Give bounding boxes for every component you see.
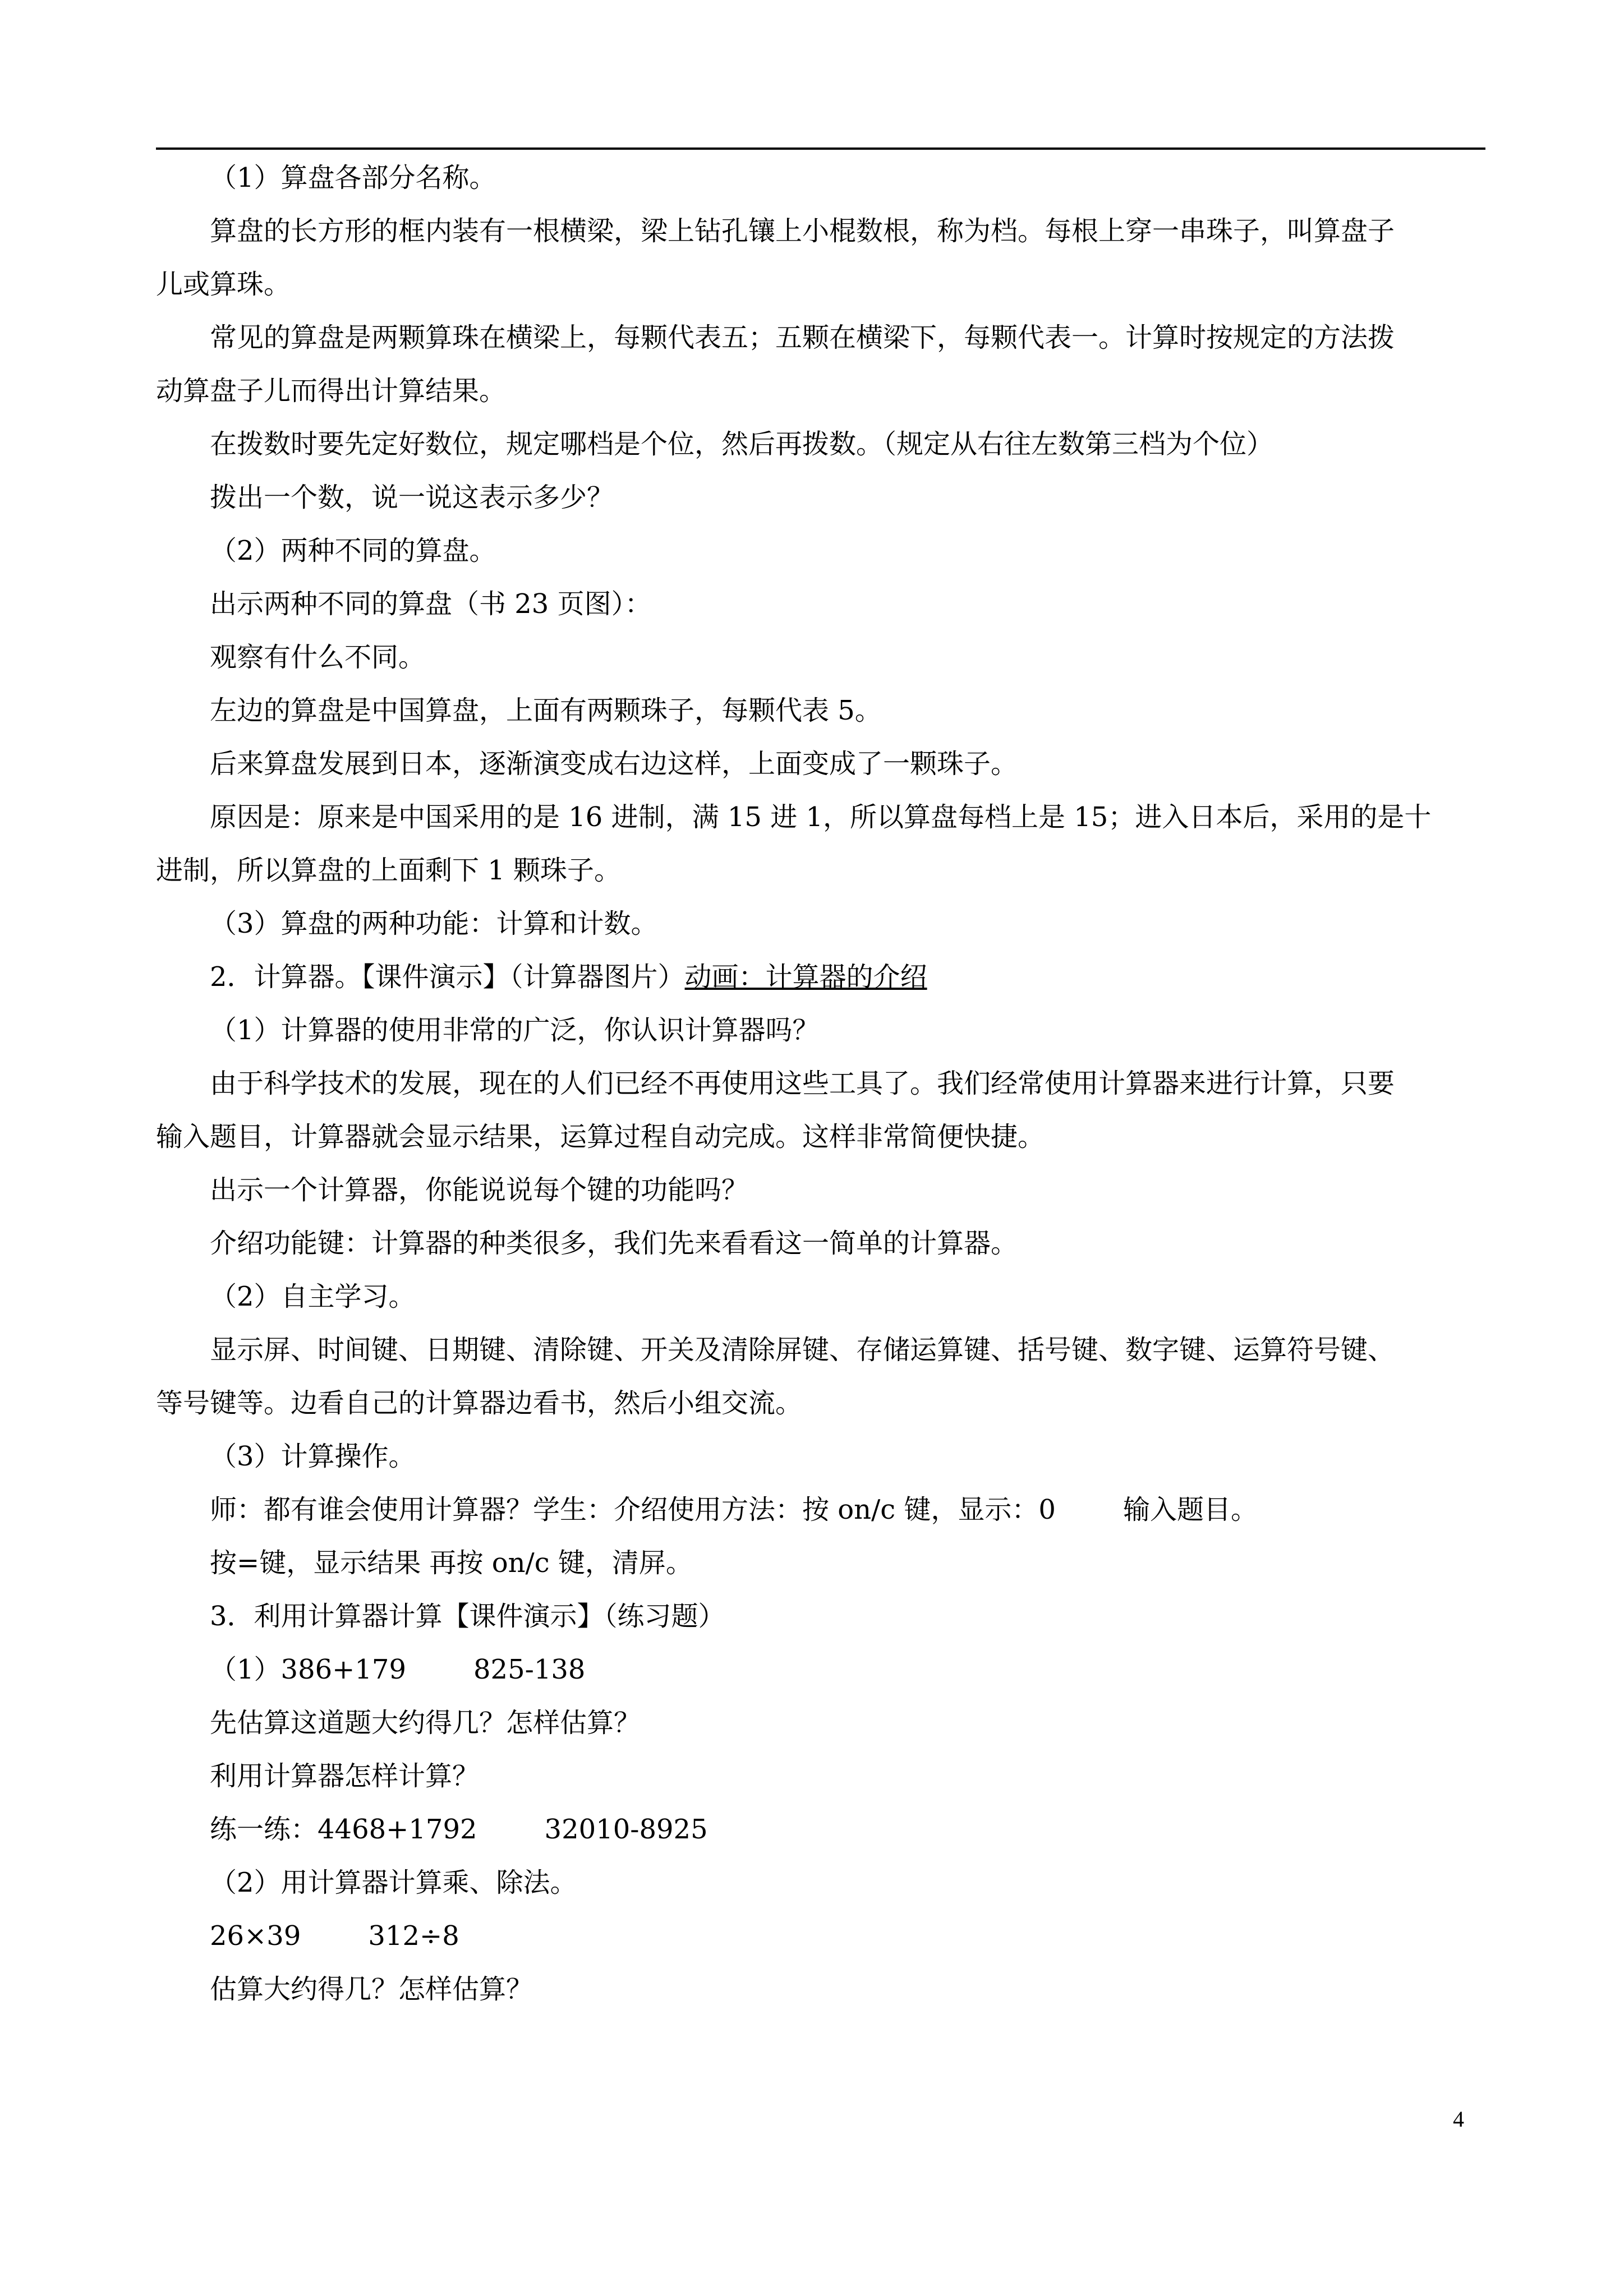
paragraph-line: [156, 1643, 1485, 1696]
exercise-expression: （1）386+179: [210, 1654, 406, 1685]
paragraph-line: [156, 1910, 1485, 1963]
paragraph-line: （3）计算操作。: [210, 1441, 416, 1472]
exercise-expression: 32010-8925: [544, 1814, 708, 1845]
paragraph-line: 拨出一个数，说一说这表示多少？: [210, 482, 614, 513]
paragraph-line: 由于科学技术的发展，现在的人们已经不再使用这些工具了。我们经常使用计算器来进行计算，只要: [210, 1068, 1395, 1099]
paragraph-line: 观察有什么不同。: [210, 642, 426, 673]
paragraph-line: 算盘的长方形的框内装有一根横梁，梁上钻孔镶上小棍数根，称为档。每根上穿一串珠子，叫算盘子: [210, 215, 1395, 247]
exercise-expression: 26×39: [210, 1920, 301, 1952]
paragraph-line: （1）计算器的使用非常的广泛，你认识计算器吗？: [210, 1015, 820, 1046]
paragraph-line: 先估算这道题大约得几？怎样估算？: [210, 1707, 641, 1739]
animation-link[interactable]: 动画：计算器的介绍: [684, 961, 927, 993]
paragraph-line: 在拨数时要先定好数位，规定哪档是个位，然后再拨数。（规定从右往左数第三档为个位）: [210, 428, 1274, 460]
paragraph-line: （2）用计算器计算乘、除法。: [210, 1867, 577, 1898]
paragraph-line: [156, 951, 1485, 1004]
paragraph-line: 儿或算珠。: [156, 269, 291, 300]
exercise-expression: 312÷8: [368, 1920, 459, 1952]
paragraph-line: （2）自主学习。: [210, 1281, 416, 1312]
paragraph-line: 后来算盘发展到日本，逐渐演变成右边这样，上面变成了一颗珠子。: [210, 748, 1018, 780]
paragraph-line: [156, 1803, 1485, 1856]
paragraph-line: （3）算盘的两种功能：计算和计数。: [210, 908, 658, 939]
paragraph-line: 估算大约得几？怎样估算？: [210, 1974, 533, 2005]
input-question-text: 输入题目。: [1122, 1494, 1258, 1525]
paragraph-line: [156, 1483, 1485, 1537]
paragraph-line: 显示屏、时间键、日期键、清除键、开关及清除屏键、存储运算键、括号键、数字键、运算符号键、: [210, 1334, 1395, 1366]
paragraph-line: 出示两种不同的算盘（书 23 页图）：: [210, 588, 652, 620]
document-body: [156, 151, 1485, 2016]
exercise-expression: 练一练：4468+1792: [210, 1814, 477, 1845]
paragraph-line: 利用计算器怎样计算？: [210, 1760, 480, 1792]
teacher-student-dialogue: 师：都有谁会使用计算器？学生：介绍使用方法：按 on/c 键，显示：0: [210, 1494, 1056, 1525]
paragraph-line: 动算盘子儿而得出计算结果。: [156, 375, 507, 407]
paragraph-line: 输入题目，计算器就会显示结果，运算过程自动完成。这样非常简便快捷。: [156, 1121, 1045, 1152]
paragraph-line: （1）算盘各部分名称。: [210, 162, 496, 193]
section-heading-calculator: 2．计算器。【课件演示】（计算器图片）: [210, 961, 685, 993]
paragraph-line: （2）两种不同的算盘。: [210, 535, 496, 566]
paragraph-line: 出示一个计算器，你能说说每个键的功能吗？: [210, 1174, 749, 1206]
paragraph-line: 3．利用计算器计算【课件演示】（练习题）: [210, 1601, 725, 1632]
paragraph-line: 介绍功能键：计算器的种类很多，我们先来看看这一简单的计算器。: [210, 1228, 1018, 1259]
paragraph-line: 按=键，显示结果 再按 on/c 键，清屏。: [210, 1547, 693, 1579]
exercise-expression: 825-138: [473, 1654, 586, 1685]
paragraph-line: 常见的算盘是两颗算珠在横梁上，每颗代表五；五颗在横梁下，每颗代表一。计算时按规定的方法拨: [210, 322, 1395, 353]
page-number: 4: [1453, 2106, 1464, 2132]
paragraph-line: 等号键等。边看自己的计算器边看书，然后小组交流。: [156, 1387, 803, 1419]
paragraph-line: 左边的算盘是中国算盘，上面有两颗珠子，每颗代表 5。: [210, 695, 882, 726]
paragraph-line: 进制，所以算盘的上面剩下 1 颗珠子。: [156, 855, 622, 886]
header-rule: [156, 147, 1485, 150]
paragraph-line: 原因是：原来是中国采用的是 16 进制，满 15 进 1，所以算盘每档上是 15；进入日本后，采用的是十: [210, 801, 1432, 833]
